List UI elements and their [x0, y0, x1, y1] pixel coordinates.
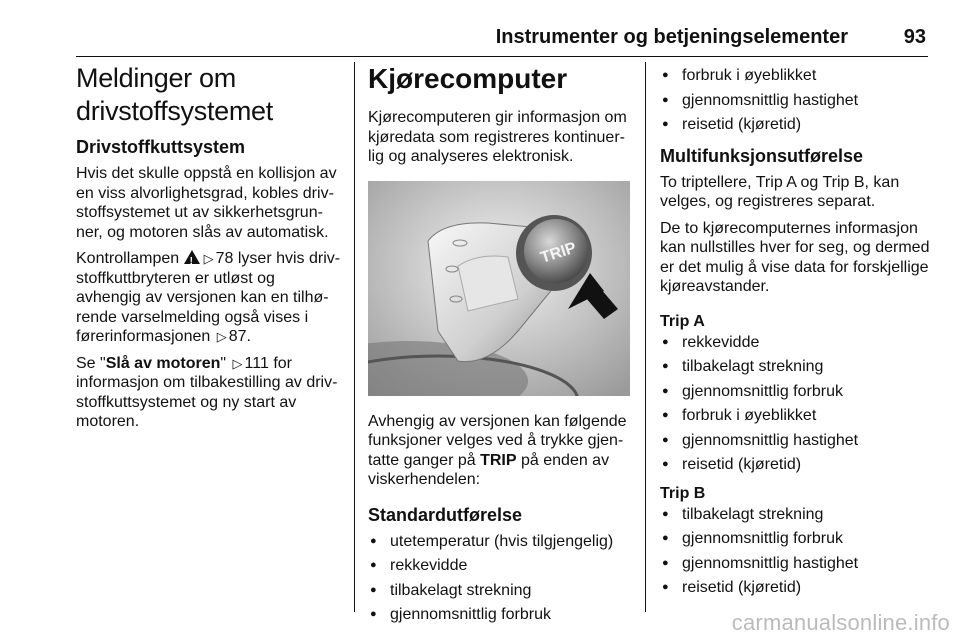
page-ref-87[interactable]: 87.	[228, 328, 251, 345]
middle-column	[368, 62, 632, 635]
trip-bold: TRIP	[480, 451, 517, 469]
right-column	[660, 62, 930, 608]
standard-list-continued	[660, 66, 930, 135]
list-item: ● gjennomsnittlig hastighet	[660, 554, 930, 574]
paragraph-multi-1: To triptellere, Trip A og Trip B, kan velges, og registreres separat.	[660, 173, 900, 210]
paragraph-collision: Hvis det skulle oppstå en kollisjon av en viss alvorlighetsgrad, kobles drivstoffsystemet ut av sikkerhetsgrunner, og motoren slås av automatisk.	[76, 165, 337, 241]
subheading-fuel-cutoff: Drivstoffkuttsystem	[76, 137, 246, 157]
text-span: Kontrollampen	[76, 250, 180, 267]
list-item: ● utetemperatur (hvis tilgjengelig)	[368, 532, 632, 552]
trip-button-illustration	[368, 181, 630, 396]
running-header	[76, 26, 928, 54]
text-span: for informasjon om tilbakestilling av drivstoffkuttsystemet og ny start av motoren.	[76, 354, 338, 430]
paragraph-multi-2: De to kjørecomputernes informasjon kan nullstilles hver for seg, og dermed er det mulig å vise data for forskjellige kjøreavstander.	[660, 219, 930, 295]
page-ref-111[interactable]: 111	[244, 354, 269, 372]
list-item: ● reisetid (kjøretid)	[660, 115, 930, 135]
page-number: 93	[903, 26, 926, 48]
header-rule	[76, 56, 928, 57]
trip-b-list	[660, 505, 930, 598]
chapter-title: Instrumenter og betjeningselementer	[495, 26, 848, 48]
list-item: ● forbruk i øyeblikket	[660, 406, 930, 426]
standard-list	[368, 532, 632, 625]
list-item: ● gjennomsnittlig forbruk	[368, 605, 632, 625]
paragraph-control-lamp	[76, 249, 344, 347]
list-item: ● reisetid (kjøretid)	[660, 578, 930, 598]
subheading-trip-b: Trip B	[660, 484, 706, 502]
watermark: carmanualsonline.info	[731, 610, 950, 635]
list-item: ● gjennomsnittlig forbruk	[660, 382, 930, 402]
list-item: ● gjennomsnittlig hastighet	[660, 431, 930, 451]
list-item: ● tilbakelagt strekning	[368, 581, 632, 601]
warning-triangle-icon	[184, 250, 200, 264]
wiper-stalk-image	[368, 181, 630, 396]
list-item: ● forbruk i øyeblikket	[660, 66, 930, 86]
link-stop-engine[interactable]: Slå av motoren	[105, 354, 221, 372]
column-divider-1	[354, 62, 355, 612]
text-span: lyser hvis drivstoffkuttbryteren er utløst og avhengig av versjonen kan en tilhørende varselmelding også vises i førerinformasjonen	[76, 250, 341, 345]
page-ref-arrow-icon: ▷	[216, 329, 227, 344]
subheading-multifunction: Multifunksjonsutførelse	[660, 145, 864, 166]
paragraph-intro: Kjørecomputeren gir informasjon om kjøredata som registreres kontinuerlig og analyseres elektronisk.	[368, 109, 627, 165]
section-heading-trip-computer: Kjørecomputer	[368, 63, 568, 94]
page-ref-arrow-icon: ▷	[232, 355, 243, 371]
section-heading-fuel-messages	[76, 62, 344, 128]
subheading-standard: Standardutførelse	[368, 504, 523, 525]
left-column	[76, 62, 344, 439]
list-item: ● rekkevidde	[368, 556, 632, 576]
text-span: Avhengig av versjonen kan følgende funksjoner velges ved å trykke gjentatte ganger på	[368, 412, 627, 469]
list-item: ● gjennomsnittlig forbruk	[660, 529, 930, 549]
column-divider-2	[645, 62, 646, 612]
trip-a-list	[660, 333, 930, 475]
list-item: ● reisetid (kjøretid)	[660, 455, 930, 475]
text-span: på enden av viskerhendelen:	[368, 451, 610, 488]
paragraph-see-stop-engine	[76, 354, 344, 432]
text-span: "	[220, 354, 227, 372]
paragraph-functions	[368, 412, 632, 490]
trip-button-label: TRIP	[538, 238, 579, 267]
page-ref-78[interactable]: 78	[215, 250, 234, 267]
list-item: ● tilbakelagt strekning	[660, 357, 930, 377]
text-span: Se "	[76, 354, 106, 372]
heading-line-2: drivstoffsystemet	[76, 96, 273, 126]
heading-line-1: Meldinger om	[76, 63, 236, 93]
list-item: ● tilbakelagt strekning	[660, 505, 930, 525]
subheading-trip-a: Trip A	[660, 312, 705, 330]
list-item: ● gjennomsnittlig hastighet	[660, 91, 930, 111]
page-ref-arrow-icon: ▷	[203, 251, 214, 266]
list-item: ● rekkevidde	[660, 333, 930, 353]
